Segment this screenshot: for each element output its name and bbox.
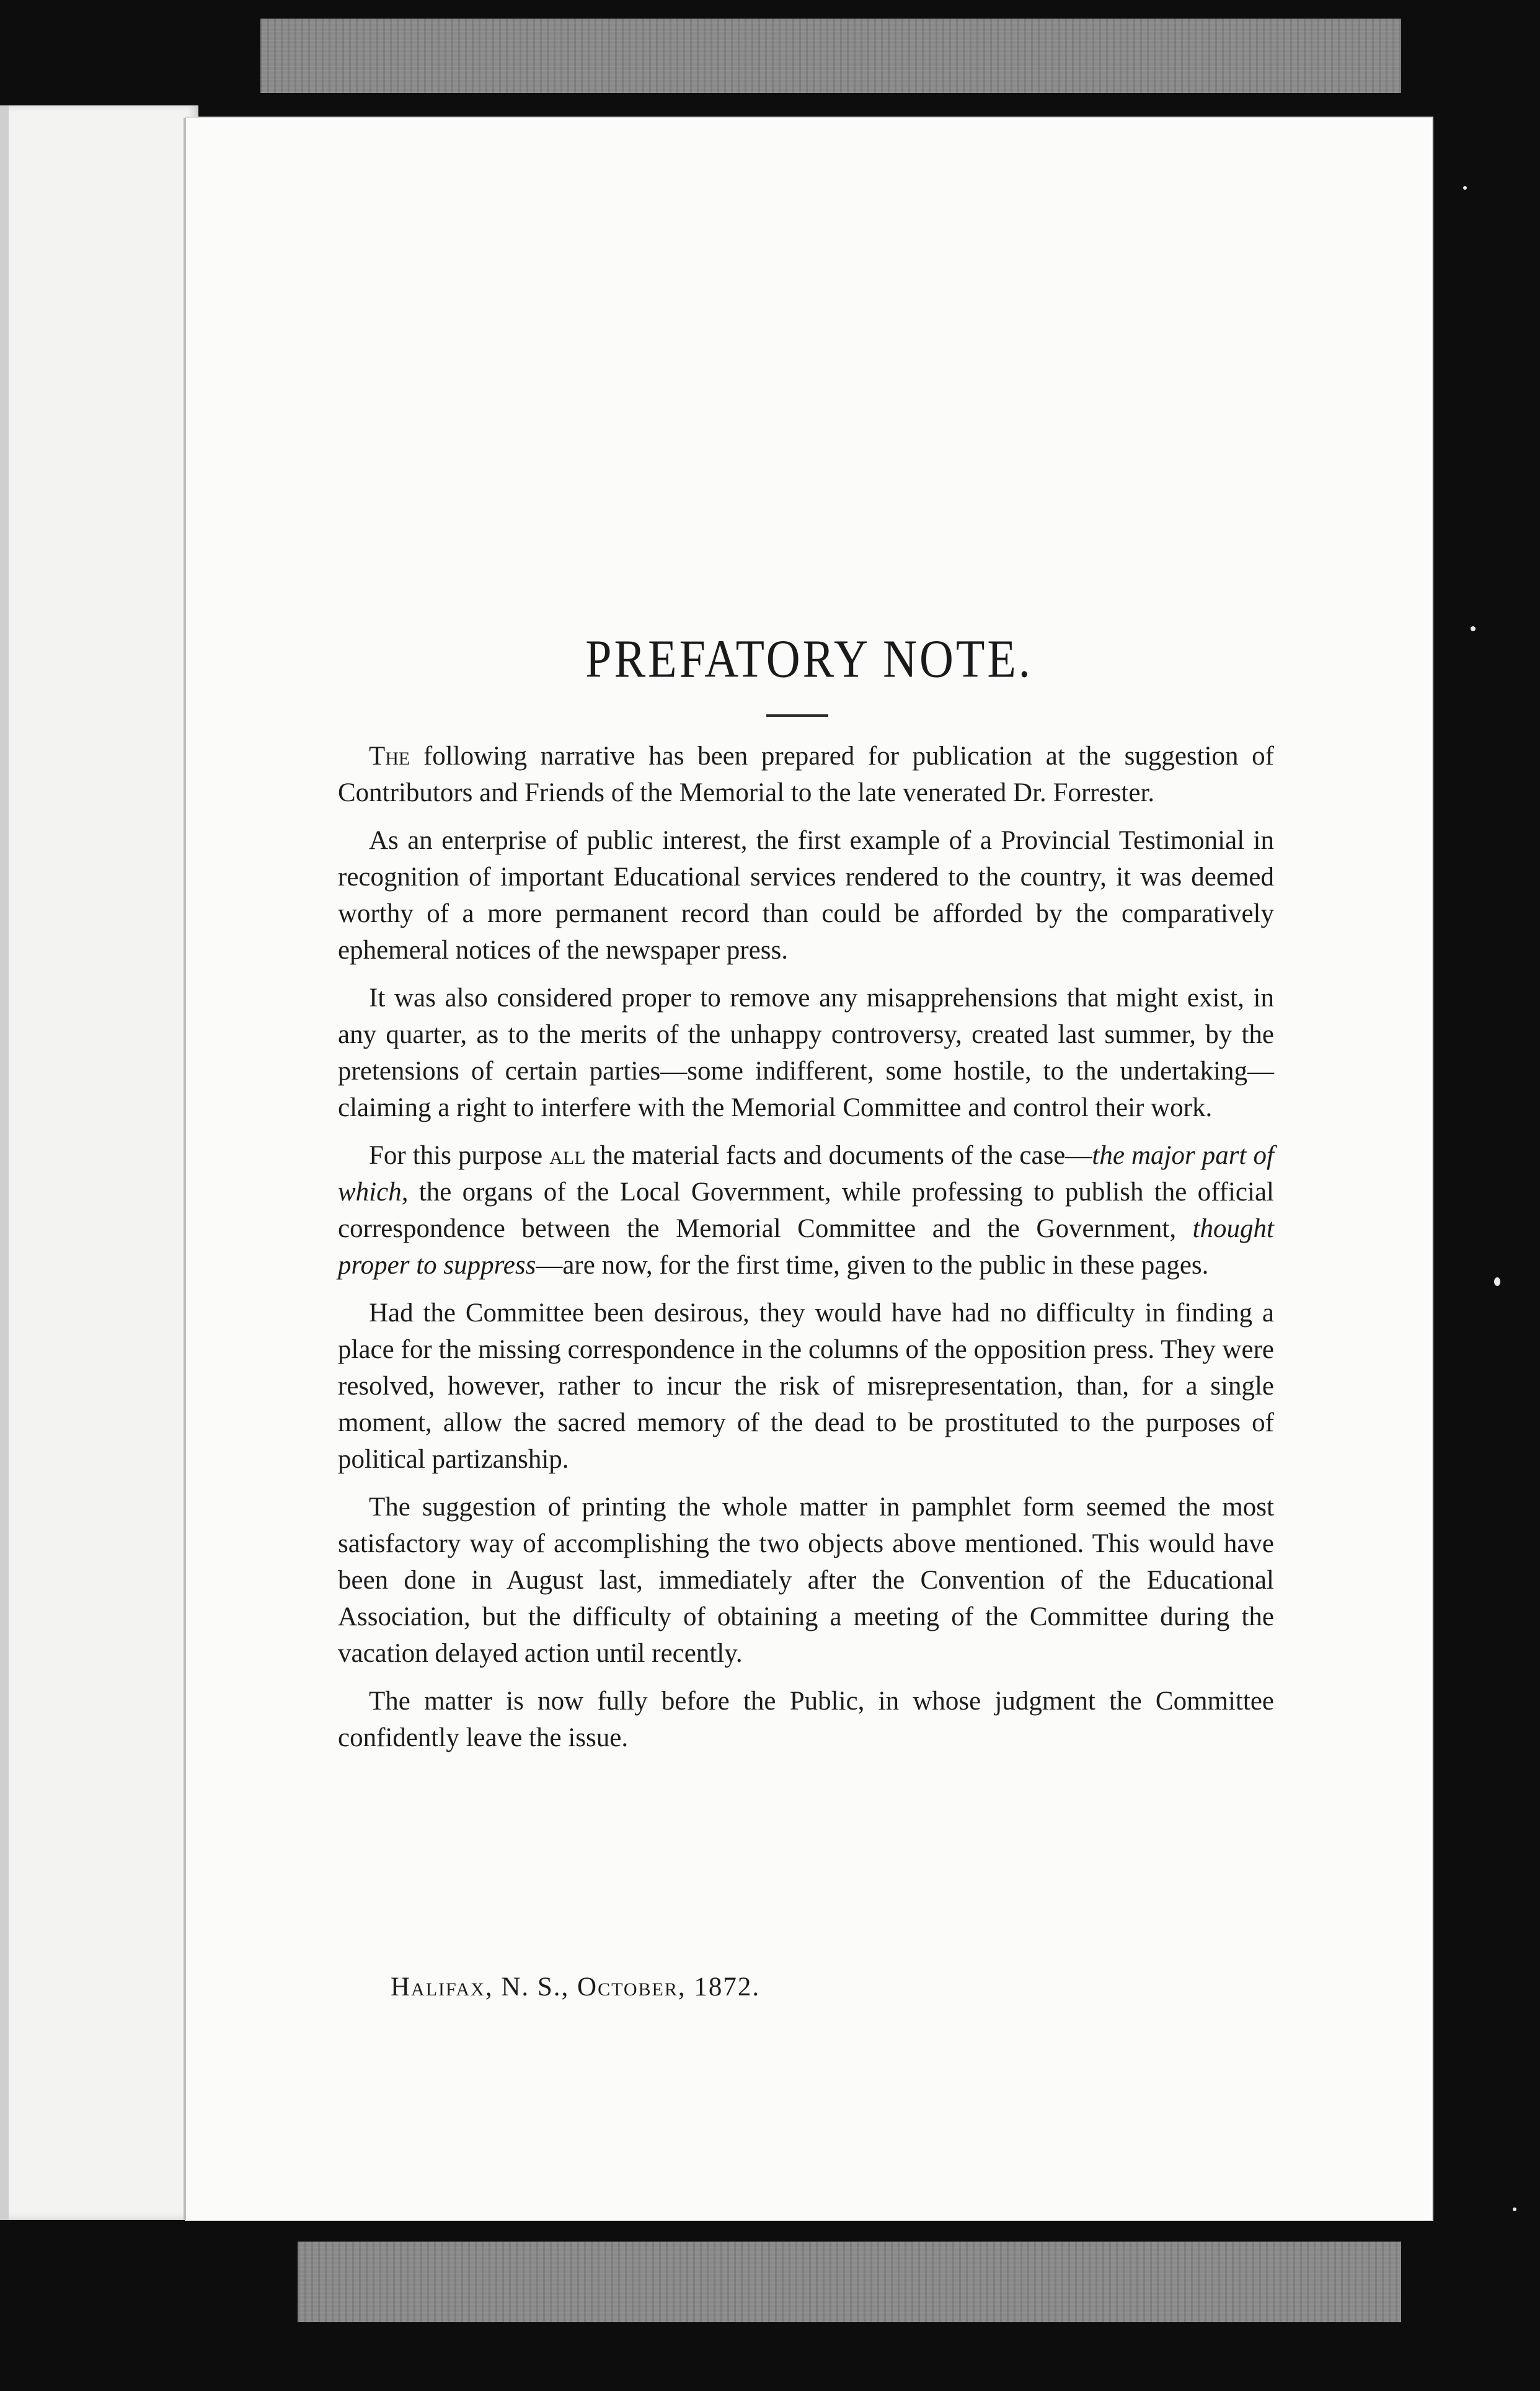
- paragraph-text: the material facts and documents of the case—: [585, 1141, 1092, 1170]
- emphasis-italic: the major part of which,: [338, 1141, 1275, 1207]
- left-page-edge: [0, 105, 9, 2220]
- paragraph-text: following narrative has been prepared for publication at the suggestion of Contributors and Friends of the Memorial to the late venerated Dr. Forrester.: [338, 742, 1274, 807]
- paragraph-text: For this purpose: [369, 1141, 550, 1170]
- film-speck: [1471, 626, 1476, 631]
- emphasis-smallcaps: all: [549, 1141, 586, 1170]
- film-speck: [1494, 1277, 1500, 1286]
- film-strip-top: [260, 19, 1401, 93]
- emphasis-italic: thought proper to suppress: [338, 1214, 1274, 1280]
- paragraph-text: —are now, for the first time, given to the public in these pages.: [536, 1251, 1209, 1280]
- paragraph-6: The suggestion of printing the whole matter in pamphlet form seemed the most satisfactory way of accomplishing the two objects above mentioned. This would have been done in August last, immediately after the Convention of the Educational Association, but the difficulty of obtaining a meeting of the Committee during the vacation delayed action until recently.: [338, 1493, 1274, 1668]
- paragraph-4: [338, 1137, 1274, 1284]
- paragraph-3: It was also considered proper to remove any misapprehensions that might exist, in any quarter, as to the merits of the unhappy controversy, created last summer, by the pretensions of certain parties—some indifferent, some hostile, to the undertaking—claiming a right to interfere with the Memorial Committee and control their work.: [338, 983, 1274, 1122]
- film-strip-bottom: [298, 2242, 1401, 2322]
- paragraph-1: [338, 738, 1274, 811]
- signoff-dateline: Halifax, N. S., October, 1872.: [391, 1972, 761, 2002]
- paragraph-2: As an enterprise of public interest, the first example of a Provincial Testimonial in recognition of important Educational services rendered to the country, it was deemed worthy of a more permanent record than could be afforded by the comparatively ephemeral notices of the newspaper press.: [338, 826, 1274, 965]
- document-page: [186, 118, 1432, 2220]
- body-text: [338, 738, 1274, 1767]
- left-facing-page: [0, 105, 198, 2220]
- paragraph-text: the organs of the Local Government, while professing to publish the official correspondence between the Memorial Committee and the Government,: [338, 1178, 1274, 1243]
- drop-lead-word: The: [369, 742, 410, 771]
- title-rule: [766, 714, 828, 717]
- paragraph-5: Had the Committee been desirous, they would have had no difficulty in finding a place for the missing correspondence in the columns of the opposition press. They were resolved, however, rather to incur the risk of misrepresentation, than, for a single moment, allow the sacred memory of the dead to be prostituted to the purposes of political partizanship.: [338, 1298, 1274, 1474]
- film-speck: [1463, 186, 1467, 190]
- paragraph-7: The matter is now fully before the Public, in whose judgment the Committee confidently leave the issue.: [338, 1687, 1274, 1752]
- page-title: PREFATORY NOTE.: [585, 629, 1033, 690]
- film-speck: [1513, 2207, 1516, 2211]
